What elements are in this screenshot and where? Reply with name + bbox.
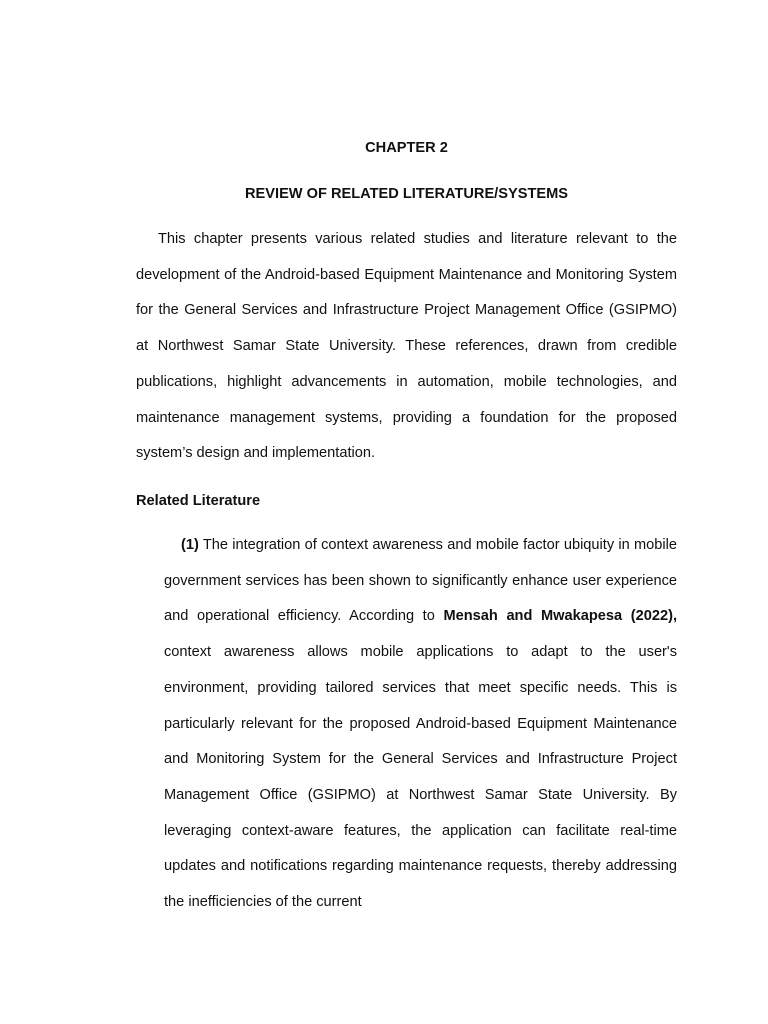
section-heading-related-literature: Related Literature	[136, 493, 261, 509]
intro-paragraph: This chapter presents various related studies and literature relevant to the development of the Android-based Equipment Maintenance and Monitoring System for the General Services and Infrastructure Project Management Office (GSIPMO) at Northwest Samar State University. These references, drawn from credible publications, highlight advancements in automation, mobile technologies, and maintenance management systems, providing a foundation for the proposed system’s design and implementation.	[136, 231, 677, 462]
literature-item-number: (1)	[181, 537, 199, 553]
literature-item-text-part1: The integration of context awareness and mobile factor ubiquity in mobile government services has been shown to significantly enhance user experience and operational efficiency. According to	[164, 537, 677, 625]
literature-item-text-part2: context awareness allows mobile applications to adapt to the user's environment, providing tailored services that meet specific needs. This is particularly relevant for the proposed Android-based Equipment Maintenance and Monitoring System for the General Services and Infrastructure Project Management Office (GSIPMO) at Northwest Samar State University. By leveraging context-aware features, the application can facilitate real-time updates and notifications regarding maintenance requests, thereby addressing the inefficiencies of the current	[164, 644, 677, 911]
chapter-number: CHAPTER 2	[365, 140, 448, 156]
literature-item	[164, 528, 677, 921]
chapter-title: REVIEW OF RELATED LITERATURE/SYSTEMS	[245, 186, 568, 202]
literature-item-citation: Mensah and Mwakapesa (2022),	[443, 608, 677, 625]
